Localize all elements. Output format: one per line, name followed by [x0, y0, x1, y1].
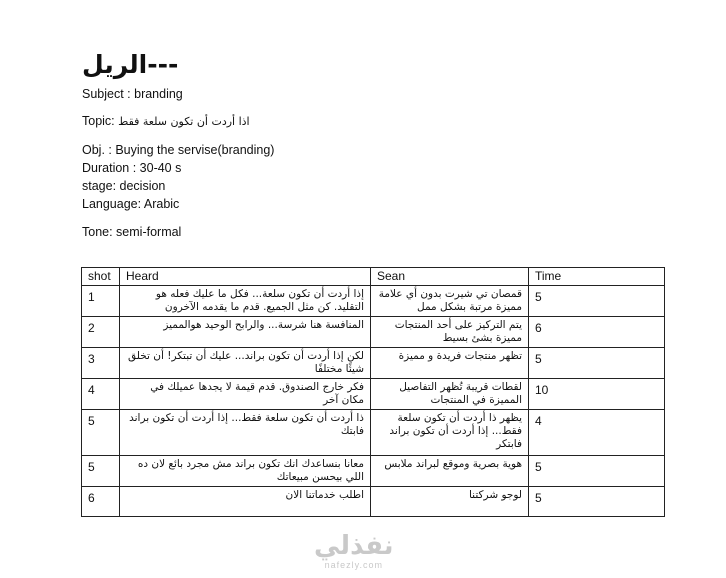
topic-line [82, 114, 250, 128]
shot-cell: 2 [82, 317, 120, 348]
heard-cell: لكن إذا أردت أن تكون براند... عليك أن تبتكر! أن تخلق شيئًا مختلفًا [120, 348, 371, 379]
shot-cell: 5 [82, 410, 120, 456]
watermark-latin: nafezly.com [324, 560, 383, 570]
table-row [82, 410, 665, 456]
heard-cell: فكر خارج الصندوق. قدم قيمة لا يجدها عميلك في مكان آخر [120, 379, 371, 410]
subject-line: Subject : branding [82, 87, 183, 101]
heard-cell: إذا أردت أن تكون سلعة... فكل ما عليك فعله هو التقليد. كن مثل الجميع. قدم ما يقدمه الآخرون [120, 286, 371, 317]
objective-line: Obj. : Buying the servise(branding) [82, 143, 275, 157]
sean-cell: لوجو شركتنا [371, 487, 529, 517]
table-row [82, 286, 665, 317]
time-cell: 6 [529, 317, 665, 348]
header-shot: shot [82, 268, 120, 286]
table-row [82, 348, 665, 379]
topic-value: اذا أردت أن تكون سلعة فقط [118, 115, 250, 128]
sean-cell: هوية بصرية وموقع لبراند ملابس [371, 456, 529, 487]
time-cell: 5 [529, 348, 665, 379]
watermark [314, 532, 394, 570]
stage-line: stage: decision [82, 179, 166, 193]
time-cell: 5 [529, 456, 665, 487]
time-cell: 5 [529, 487, 665, 517]
duration-line: Duration : 30-40 s [82, 161, 182, 175]
header-time: Time [529, 268, 665, 286]
sean-cell: يظهر ذا أردت أن تكون سلعة فقط... إذا أردت أن تكون براند فابتكر [371, 410, 529, 456]
table-header-row [82, 268, 665, 286]
table-row [82, 379, 665, 410]
table-row [82, 487, 665, 517]
shot-cell: 5 [82, 456, 120, 487]
shot-table [81, 267, 665, 517]
language-line: Language: Arabic [82, 197, 180, 211]
table-row [82, 317, 665, 348]
table-row [82, 456, 665, 487]
time-cell: 10 [529, 379, 665, 410]
tone-line: Tone: semi-formal [82, 225, 182, 239]
topic-label: Topic: [82, 114, 119, 128]
time-cell: 4 [529, 410, 665, 456]
shot-cell: 6 [82, 487, 120, 517]
heard-cell: معانا بنساعدك انك تكون براند مش مجرد بائع لان ده اللي بيحسن مبيعاتك [120, 456, 371, 487]
heard-cell: اطلب خدماتنا الان [120, 487, 371, 517]
shot-cell: 4 [82, 379, 120, 410]
sean-cell: يتم التركيز على أحد المنتجات مميزة بشئ بسيط [371, 317, 529, 348]
shot-cell: 3 [82, 348, 120, 379]
heard-cell: المنافسة هنا شرسة... والرابح الوحيد هوالمميز [120, 317, 371, 348]
heard-cell: ذا أردت أن تكون سلعة فقط... إذا أردت أن تكون براند فابتك [120, 410, 371, 456]
watermark-arabic: نفذلي [314, 531, 394, 561]
page-title: الريل--- [82, 50, 179, 79]
sean-cell: تظهر منتجات فريدة و مميزة [371, 348, 529, 379]
header-heard: Heard [120, 268, 371, 286]
sean-cell: لقطات قريبة تُظهر التفاصيل المميزة في المنتجات [371, 379, 529, 410]
header-sean: Sean [371, 268, 529, 286]
time-cell: 5 [529, 286, 665, 317]
sean-cell: قمصان تي شيرت بدون أي علامة مميزة مرتبة بشكل ممل [371, 286, 529, 317]
shot-cell: 1 [82, 286, 120, 317]
